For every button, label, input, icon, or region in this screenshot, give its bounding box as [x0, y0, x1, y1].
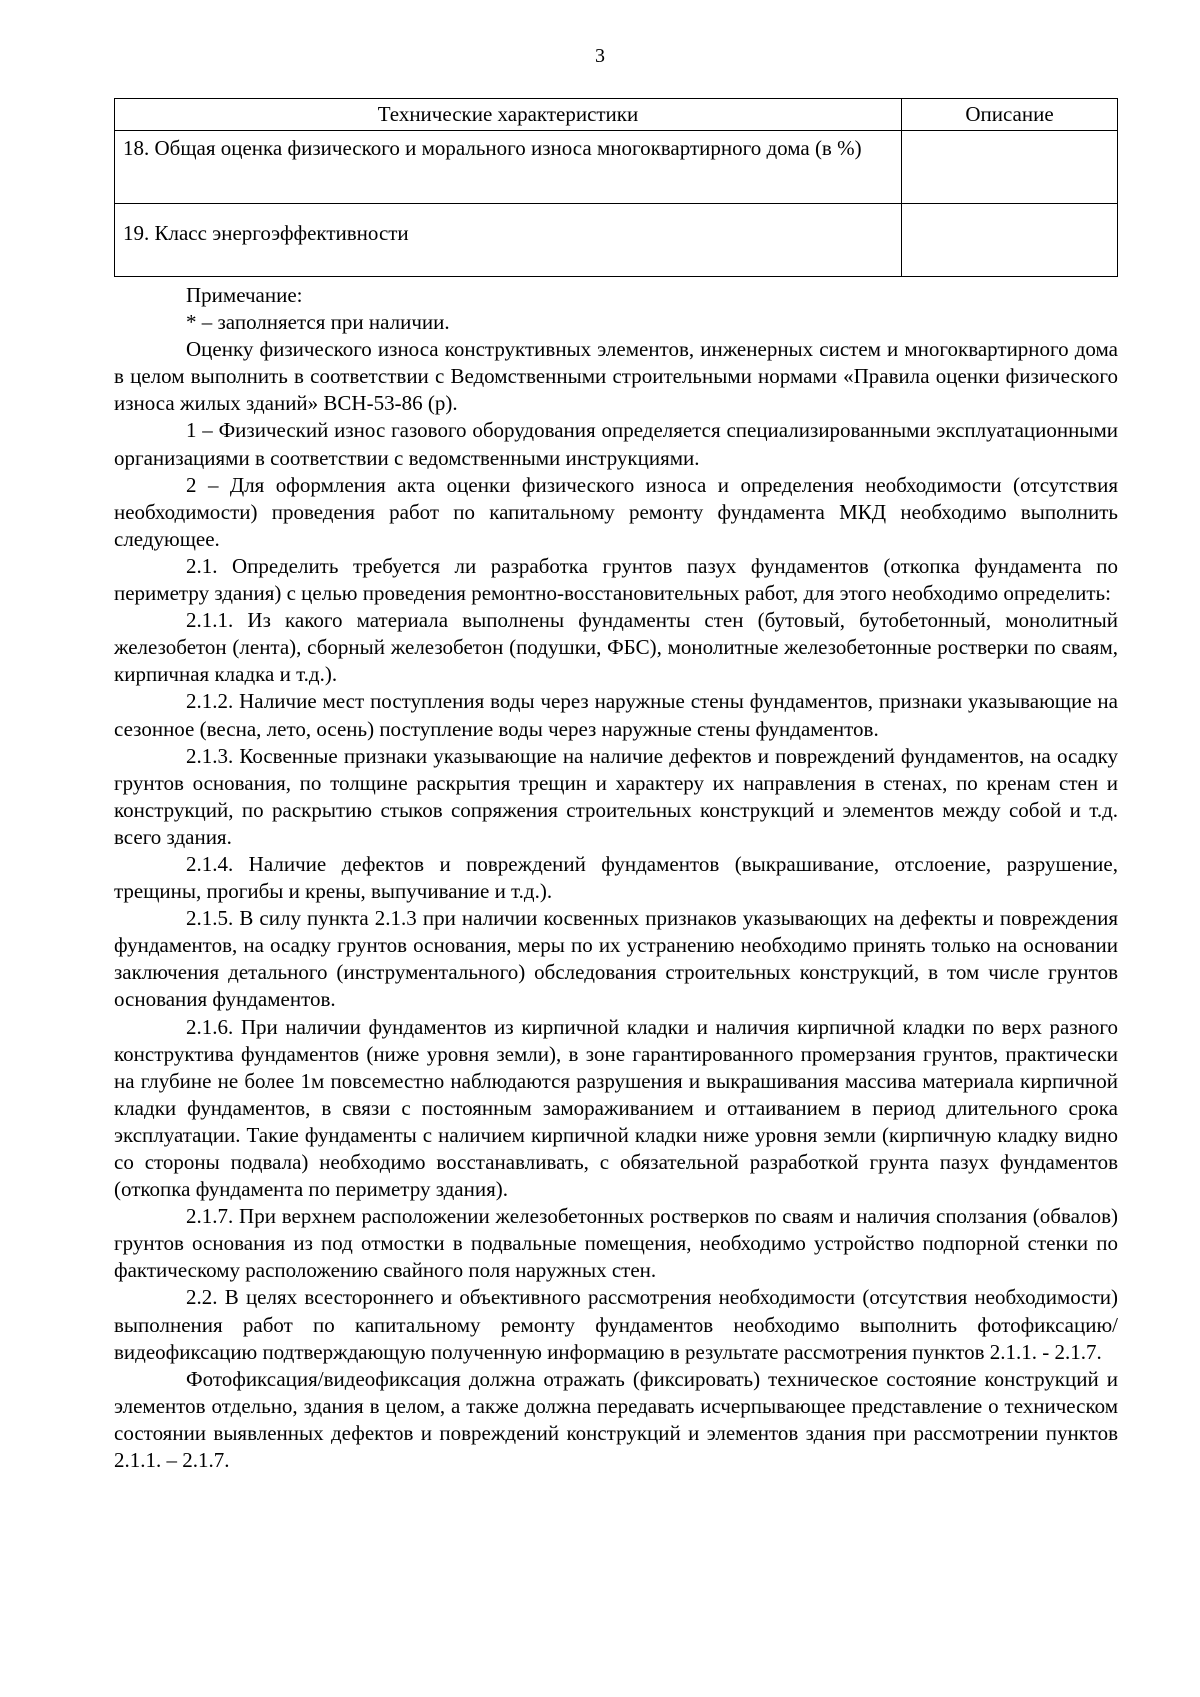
note-paragraph: 2.1.3. Косвенные признаки указывающие на наличие дефектов и повреждений фундаментов, на осадку грунтов основания, по толщине раскрытия трещин и характеру их направления в стенах, по кренам стен и конструкций, по раскрытию стыков сопряжения строительных конструкций и элементов между собой и т.д. всего здания. [114, 743, 1118, 849]
note-paragraph: 2.1.4. Наличие дефектов и повреждений фундаментов (выкрашивание, отслоение, разрушение, трещины, прогибы и крены, выпучивание и т.д.). [114, 851, 1118, 904]
note-paragraph: 2.2. В целях всестороннего и объективного рассмотрения необходимости (отсутствия необходимости) выполнения работ по капитальному ремонту фундаментов необходимо выполнить фотофиксацию/видеофиксацию подтверждающую полученную информацию в результате рассмотрения пунктов 2.1.1. - 2.1.7. [114, 1285, 1118, 1364]
table-row [115, 131, 1118, 204]
note-paragraph: 2.1.1. Из какого материала выполнены фундаменты стен (бутовый, бутобетонный, монолитный железобетон (лента), сборный железобетон (подушки, ФБС), монолитные железобетонные ростверки по сваям, кирпичная кладка и т.д.). [114, 608, 1118, 687]
note-paragraph: 1 – Физический износ газового оборудования определяется специализированными эксплуатационными организациями в соответствии с ведомственными инструкциями. [114, 418, 1118, 470]
row-characteristic: 19. Класс энергоэффективности [115, 204, 902, 277]
table-row [115, 204, 1118, 277]
header-characteristics: Технические характеристики [115, 99, 902, 131]
note-paragraph: 2.1. Определить требуется ли разработка грунтов пазух фундаментов (откопка фундамента по периметру здания) с целью проведения ремонтно-восстановительных работ, для этого необходимо определить: [114, 553, 1118, 606]
note-paragraph: 2.1.2. Наличие мест поступления воды через наружные стены фундаментов, признаки указывающие на сезонное (весна, лето, осень) поступление воды через наружные стены фундаментов. [114, 689, 1118, 741]
note-heading: Примечание: [186, 283, 303, 307]
row-description [902, 131, 1118, 204]
note-paragraph: Оценку физического износа конструктивных элементов, инженерных систем и многоквартирного дома в целом выполнить в соответствии с Ведомственными строительными нормами «Правила оценки физического износа жилых зданий» ВСН-53-86 (р). [114, 337, 1118, 416]
note-paragraph: 2 – Для оформления акта оценки физического износа и определения необходимости (отсутствия необходимости) проведения работ по капитальному ремонту фундамента МКД необходимо выполнить следующее. [114, 472, 1118, 551]
note-paragraph: * – заполняется при наличии. [186, 310, 450, 335]
page-number: 3 [595, 45, 605, 67]
note-paragraph: Фотофиксация/видеофиксация должна отражать (фиксировать) техническое состояние конструкций и элементов отдельно, здания в целом, а также должна передавать исчерпывающее представление о техническом состоянии выявленных дефектов и повреждений конструкций и элементов здания при рассмотрении пунктов 2.1.1. – 2.1.7. [114, 1366, 1118, 1473]
row-description [902, 204, 1118, 277]
notes-section [114, 282, 1118, 1474]
row-characteristic: 18. Общая оценка физического и морального износа многоквартирного дома (в %) [115, 131, 902, 204]
header-description: Описание [902, 99, 1118, 131]
note-paragraph: 2.1.5. В силу пункта 2.1.3 при наличии косвенных признаков указывающих на дефекты и повреждения фундаментов, на осадку грунтов основания, меры по их устранению необходимо принять только на основании заключения детального (инструментального) обследования строительных конструкций, в том числе грунтов основания фундаментов. [114, 906, 1118, 1012]
table-header-row [115, 99, 1118, 131]
characteristics-table [114, 98, 1118, 277]
note-paragraph: 2.1.6. При наличии фундаментов из кирпичной кладки и наличия кирпичной кладки по верх разного конструктива фундаментов (ниже уровня земли), в зоне гарантированного промерзания грунтов, практически на глубине не более 1м повсеместно наблюдаются разрушения и выкрашивания массива материала кирпичной кладки фундаментов, в связи с постоянным замораживанием и оттаиванием в период длительного срока эксплуатации. Такие фундаменты с наличием кирпичной кладки ниже уровня земли (кирпичную кладку видно со стороны подвала) необходимо восстанавливать, с обязательной разработкой грунта пазух фундаментов (откопка фундамента по периметру здания). [114, 1014, 1118, 1202]
note-paragraph: 2.1.7. При верхнем расположении железобетонных ростверков по сваям и наличия сползания (обвалов) грунтов основания из под отмостки в подвальные помещения, необходимо устройство подпорной стенки по фактическому расположению свайного поля наружных стен. [114, 1204, 1118, 1283]
